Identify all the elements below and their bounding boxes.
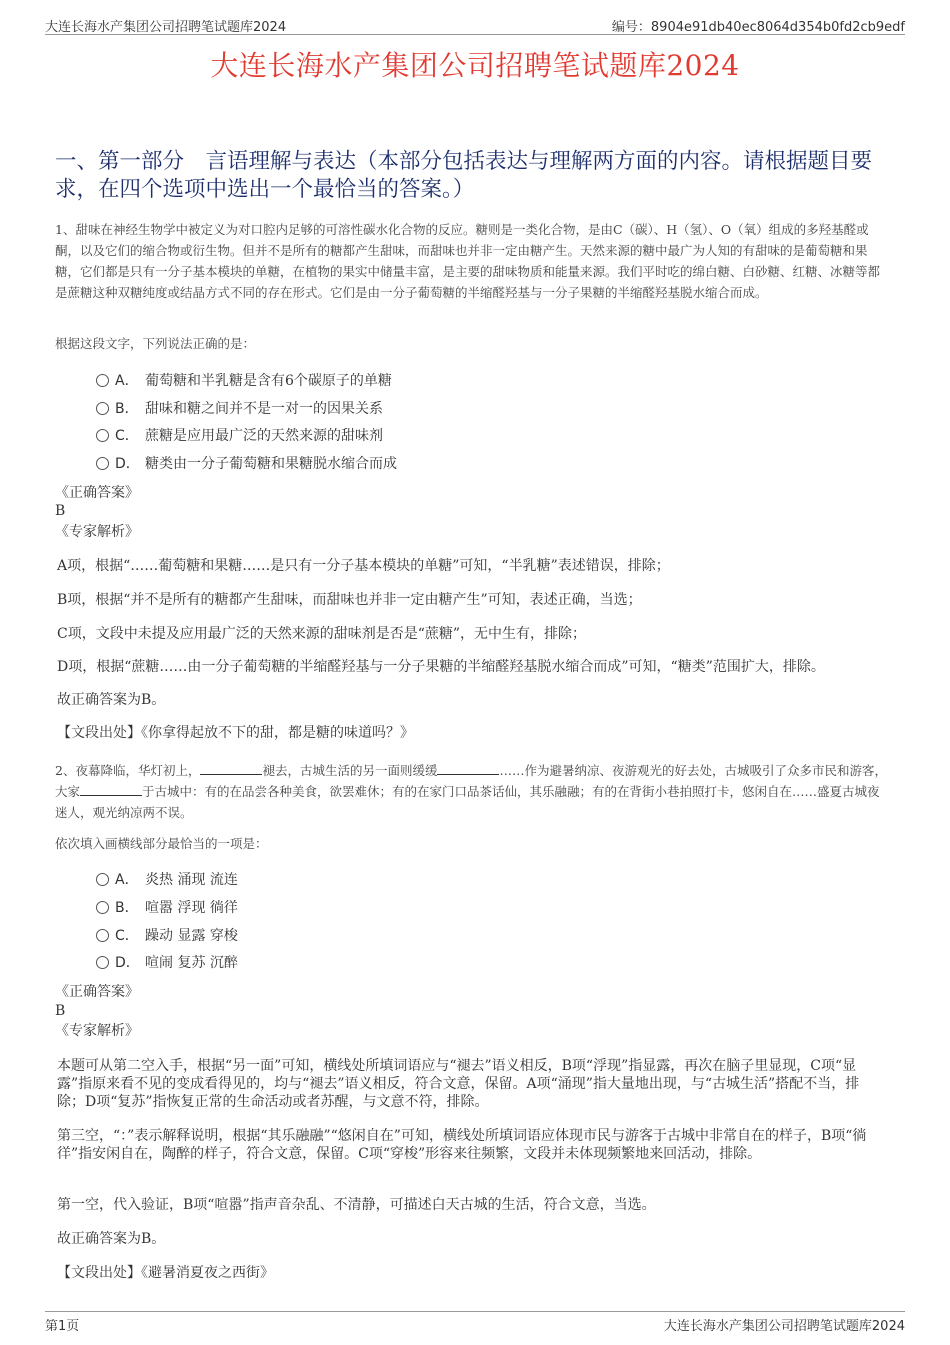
blank-line [437,762,499,775]
option-letter: B． [115,401,139,417]
q1-analysis-line: B项，根据“并不是所有的糖都产生甜味，而甜味也并非一定由糖产生”可知，表述正确，当选； [57,592,642,608]
radio-icon[interactable] [96,402,109,415]
footer-doc-title: 大连长海水产集团公司招聘笔试题库2024 [663,1319,905,1334]
header-doc-title: 大连长海水产集团公司招聘笔试题库2024 [45,20,287,35]
blank-line [200,762,262,775]
q2-stem-part: 褪去，古城生活的另一面则缓缓 [262,763,438,778]
q2-prompt: 依次填入画横线部分最恰当的一项是： [55,836,268,851]
radio-icon[interactable] [96,374,109,387]
document-title: 大连长海水产集团公司招聘笔试题库2024 [210,49,740,82]
radio-icon[interactable] [96,956,109,969]
q1-option-d[interactable] [96,453,397,473]
q2-source: 【文段出处】《避暑消夏夜之西街》 [57,1265,274,1281]
q2-analysis-para: 第三空，“：”表示解释说明，根据“其乐融融”“悠闲自在”可知，横线处所填词语应体现市民与游客于古城中非常自在的样子，B项“徜徉”指安闲自在，陶醉的样子，符合文意，保留。C项“穿梭”形容来往频繁，文段并未体现频繁地来回活动，排除。 [57,1128,867,1162]
q2-stem-part: 于古城中：有的在品尝各种美食，欲罢难休；有的在家门口品茶话仙，其乐融融；有的在背街小巷拍照打卡，悠闲自在……盛夏古城夜迷人，观光纳凉两不误。 [55,784,880,820]
q2-option-c[interactable] [96,925,238,945]
q2-analysis-para: 故正确答案为B。 [57,1231,166,1247]
option-letter: A． [115,373,139,389]
q2-option-b[interactable] [96,897,238,917]
option-letter: C． [115,928,139,944]
radio-icon[interactable] [96,457,109,470]
option-text: 喧闹 复苏 沉醉 [145,955,238,971]
blank-line [80,783,142,796]
q2-answer-label: 《正确答案》 [55,984,139,1000]
option-letter: D． [115,955,140,971]
option-text: 躁动 显露 穿梭 [145,928,238,944]
option-text: 糖类由一分子葡萄糖和果糖脱水缩合而成 [145,456,397,472]
option-letter: B． [115,900,139,916]
q1-answer-label: 《正确答案》 [55,485,139,501]
radio-icon[interactable] [96,873,109,886]
page-header [45,14,905,35]
option-text: 喧嚣 浮现 徜徉 [145,900,238,916]
q2-analysis-para: 本题可从第二空入手，根据“另一面”可知，横线处所填词语应与“褪去”语义相反，B项“浮现”指显露，再次在脑子里显现，C项“显露”指原来看不见的变成看得见的，均与“褪去”语义相反，符合文意，保留。A项“涌现”指大量地出现，与“古城生活”搭配不当，排除；D项“复苏”指恢复正常的生命活动或者苏醒，与文意不符，排除。 [57,1058,860,1110]
q1-analysis-line: A项，根据“……葡萄糖和果糖……是只有一分子基本模块的单糖”可知，“半乳糖”表述错误，排除； [57,558,670,574]
q1-analysis-line: D项，根据“蔗糖……由一分子葡萄糖的半缩醛羟基与一分子果糖的半缩醛羟基脱水缩合而成”可知，“糖类”范围扩大，排除。 [57,659,825,675]
q2-option-d[interactable] [96,952,238,972]
q2-answer: B [55,1003,66,1019]
radio-icon[interactable] [96,901,109,914]
q1-analysis-label: 《专家解析》 [55,524,139,540]
q2-stem [55,760,890,823]
q1-stem: 1、甜味在神经生物学中被定义为对口腔内足够的可溶性碳水化合物的反应。糖则是一类化合物，是由C（碳）、H（氢）、O（氧）组成的多羟基醛或酮，以及它们的缩合物或衍生物。但并不是所有的糖都产生甜味，而甜味也并非一定由糖产生。天然来源的糖中最广为人知的有甜味的是葡萄糖和果糖，它们都是只有一分子基本模块的单糖，在植物的果实中储量丰富，是主要的甜味物质和能量来源。我们平时吃的绵白糖、白砂糖、红糖、冰糖等都是蔗糖这种双糖纯度或结晶方式不同的存在形式。它们是由一分子葡萄糖的半缩醛羟基与一分子果糖的半缩醛羟基脱水缩合而成。 [55,222,881,300]
q1-option-a[interactable] [96,370,392,390]
q1-option-c[interactable] [96,425,383,445]
page-footer [45,1311,905,1334]
option-letter: A． [115,872,139,888]
option-letter: D． [115,456,140,472]
option-text: 葡萄糖和半乳糖是含有6个碳原子的单糖 [145,373,392,389]
q2-stem-part: ……作为避暑纳凉、夜游观光的好去处，古城吸引了众多市民和游客，大家 [55,763,887,799]
option-text: 甜味和糖之间并不是一对一的因果关系 [145,401,383,417]
q1-analysis-line: 故正确答案为B。 [57,692,166,708]
page-number: 第1页 [45,1319,80,1334]
option-text: 炎热 涌现 流连 [145,872,238,888]
q1-source: 【文段出处】《你拿得起放不下的甜，都是糖的味道吗？》 [57,725,414,741]
option-text: 蔗糖是应用最广泛的天然来源的甜味剂 [145,428,383,444]
q2-analysis-para: 第一空，代入验证，B项“喧嚣”指声音杂乱、不清静，可描述白天古城的生活，符合文意，当选。 [57,1197,656,1213]
q2-stem-part: 2、夜幕降临，华灯初上， [55,763,201,778]
q2-option-a[interactable] [96,869,238,889]
radio-icon[interactable] [96,429,109,442]
option-letter: C． [115,428,139,444]
q2-analysis-label: 《专家解析》 [55,1023,139,1039]
header-doc-id: 编号：8904e91db40ec8064d354b0fd2cb9edf [611,20,905,35]
q1-option-b[interactable] [96,398,383,418]
q1-answer: B [55,503,66,519]
q1-analysis-line: C项，文段中未提及应用最广泛的天然来源的甜味剂是否是“蔗糖”，无中生有，排除； [57,626,587,642]
section-heading: 一、第一部分 言语理解与表达（本部分包括表达与理解两方面的内容。请根据题目要求，在四个选项中选出一个最恰当的答案。） [55,149,873,202]
radio-icon[interactable] [96,929,109,942]
q1-prompt: 根据这段文字，下列说法正确的是： [55,336,256,351]
